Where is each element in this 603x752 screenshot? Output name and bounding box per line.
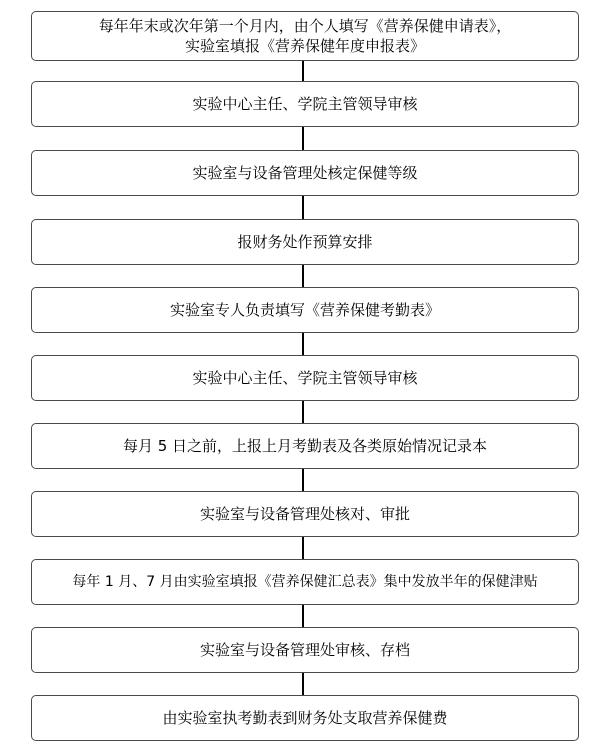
step-5-line-1: 实验室专人负责填写《营养保健考勤表》	[169, 301, 440, 319]
step-4-line-1: 报财务处作预算安排	[237, 233, 373, 251]
step-1-line-2: 实验室填报《营养保健年度申报表》	[184, 37, 425, 55]
step-7-line-1: 每月 5 日之前，上报上月考勤表及各类原始情况记录本	[122, 437, 488, 455]
step-3-line-1: 实验室与设备管理处核定保健等级	[192, 164, 418, 182]
arrow-2	[301, 127, 305, 150]
arrow-8	[301, 537, 305, 559]
step-1-annual-application	[31, 11, 579, 61]
arrow-1	[301, 61, 305, 81]
arrow-7	[301, 469, 305, 491]
arrow-4	[301, 265, 305, 287]
step-6-line-1: 实验中心主任、学院主管领导审核	[192, 369, 418, 387]
step-2-leader-review	[31, 81, 579, 127]
step-9-semiannual-summary	[31, 559, 579, 605]
step-10-line-1: 实验室与设备管理处审核、存档	[199, 641, 410, 659]
step-6-leader-review	[31, 355, 579, 401]
arrow-10	[301, 673, 305, 695]
step-10-review-archive	[31, 627, 579, 673]
step-11-line-1: 由实验室执考勤表到财务处支取营养保健费	[162, 709, 448, 727]
step-8-verify-approve	[31, 491, 579, 537]
step-11-collect-fee	[31, 695, 579, 741]
arrow-9	[301, 605, 305, 627]
step-7-monthly-report	[31, 423, 579, 469]
step-4-budget-arrangement	[31, 219, 579, 265]
arrow-3	[301, 196, 305, 219]
step-1-line-1: 每年年末或次年第一个月内，由个人填写《营养保健申请表》，	[98, 17, 512, 35]
step-2-line-1: 实验中心主任、学院主管领导审核	[192, 95, 418, 113]
arrow-5	[301, 333, 305, 355]
step-9-line-1: 每年 1 月、7 月由实验室填报《营养保健汇总表》集中发放半年的保健津贴	[72, 574, 538, 590]
step-5-attendance-record	[31, 287, 579, 333]
step-8-line-1: 实验室与设备管理处核对、审批	[199, 505, 410, 523]
step-3-set-health-level	[31, 150, 579, 196]
arrow-6	[301, 401, 305, 423]
